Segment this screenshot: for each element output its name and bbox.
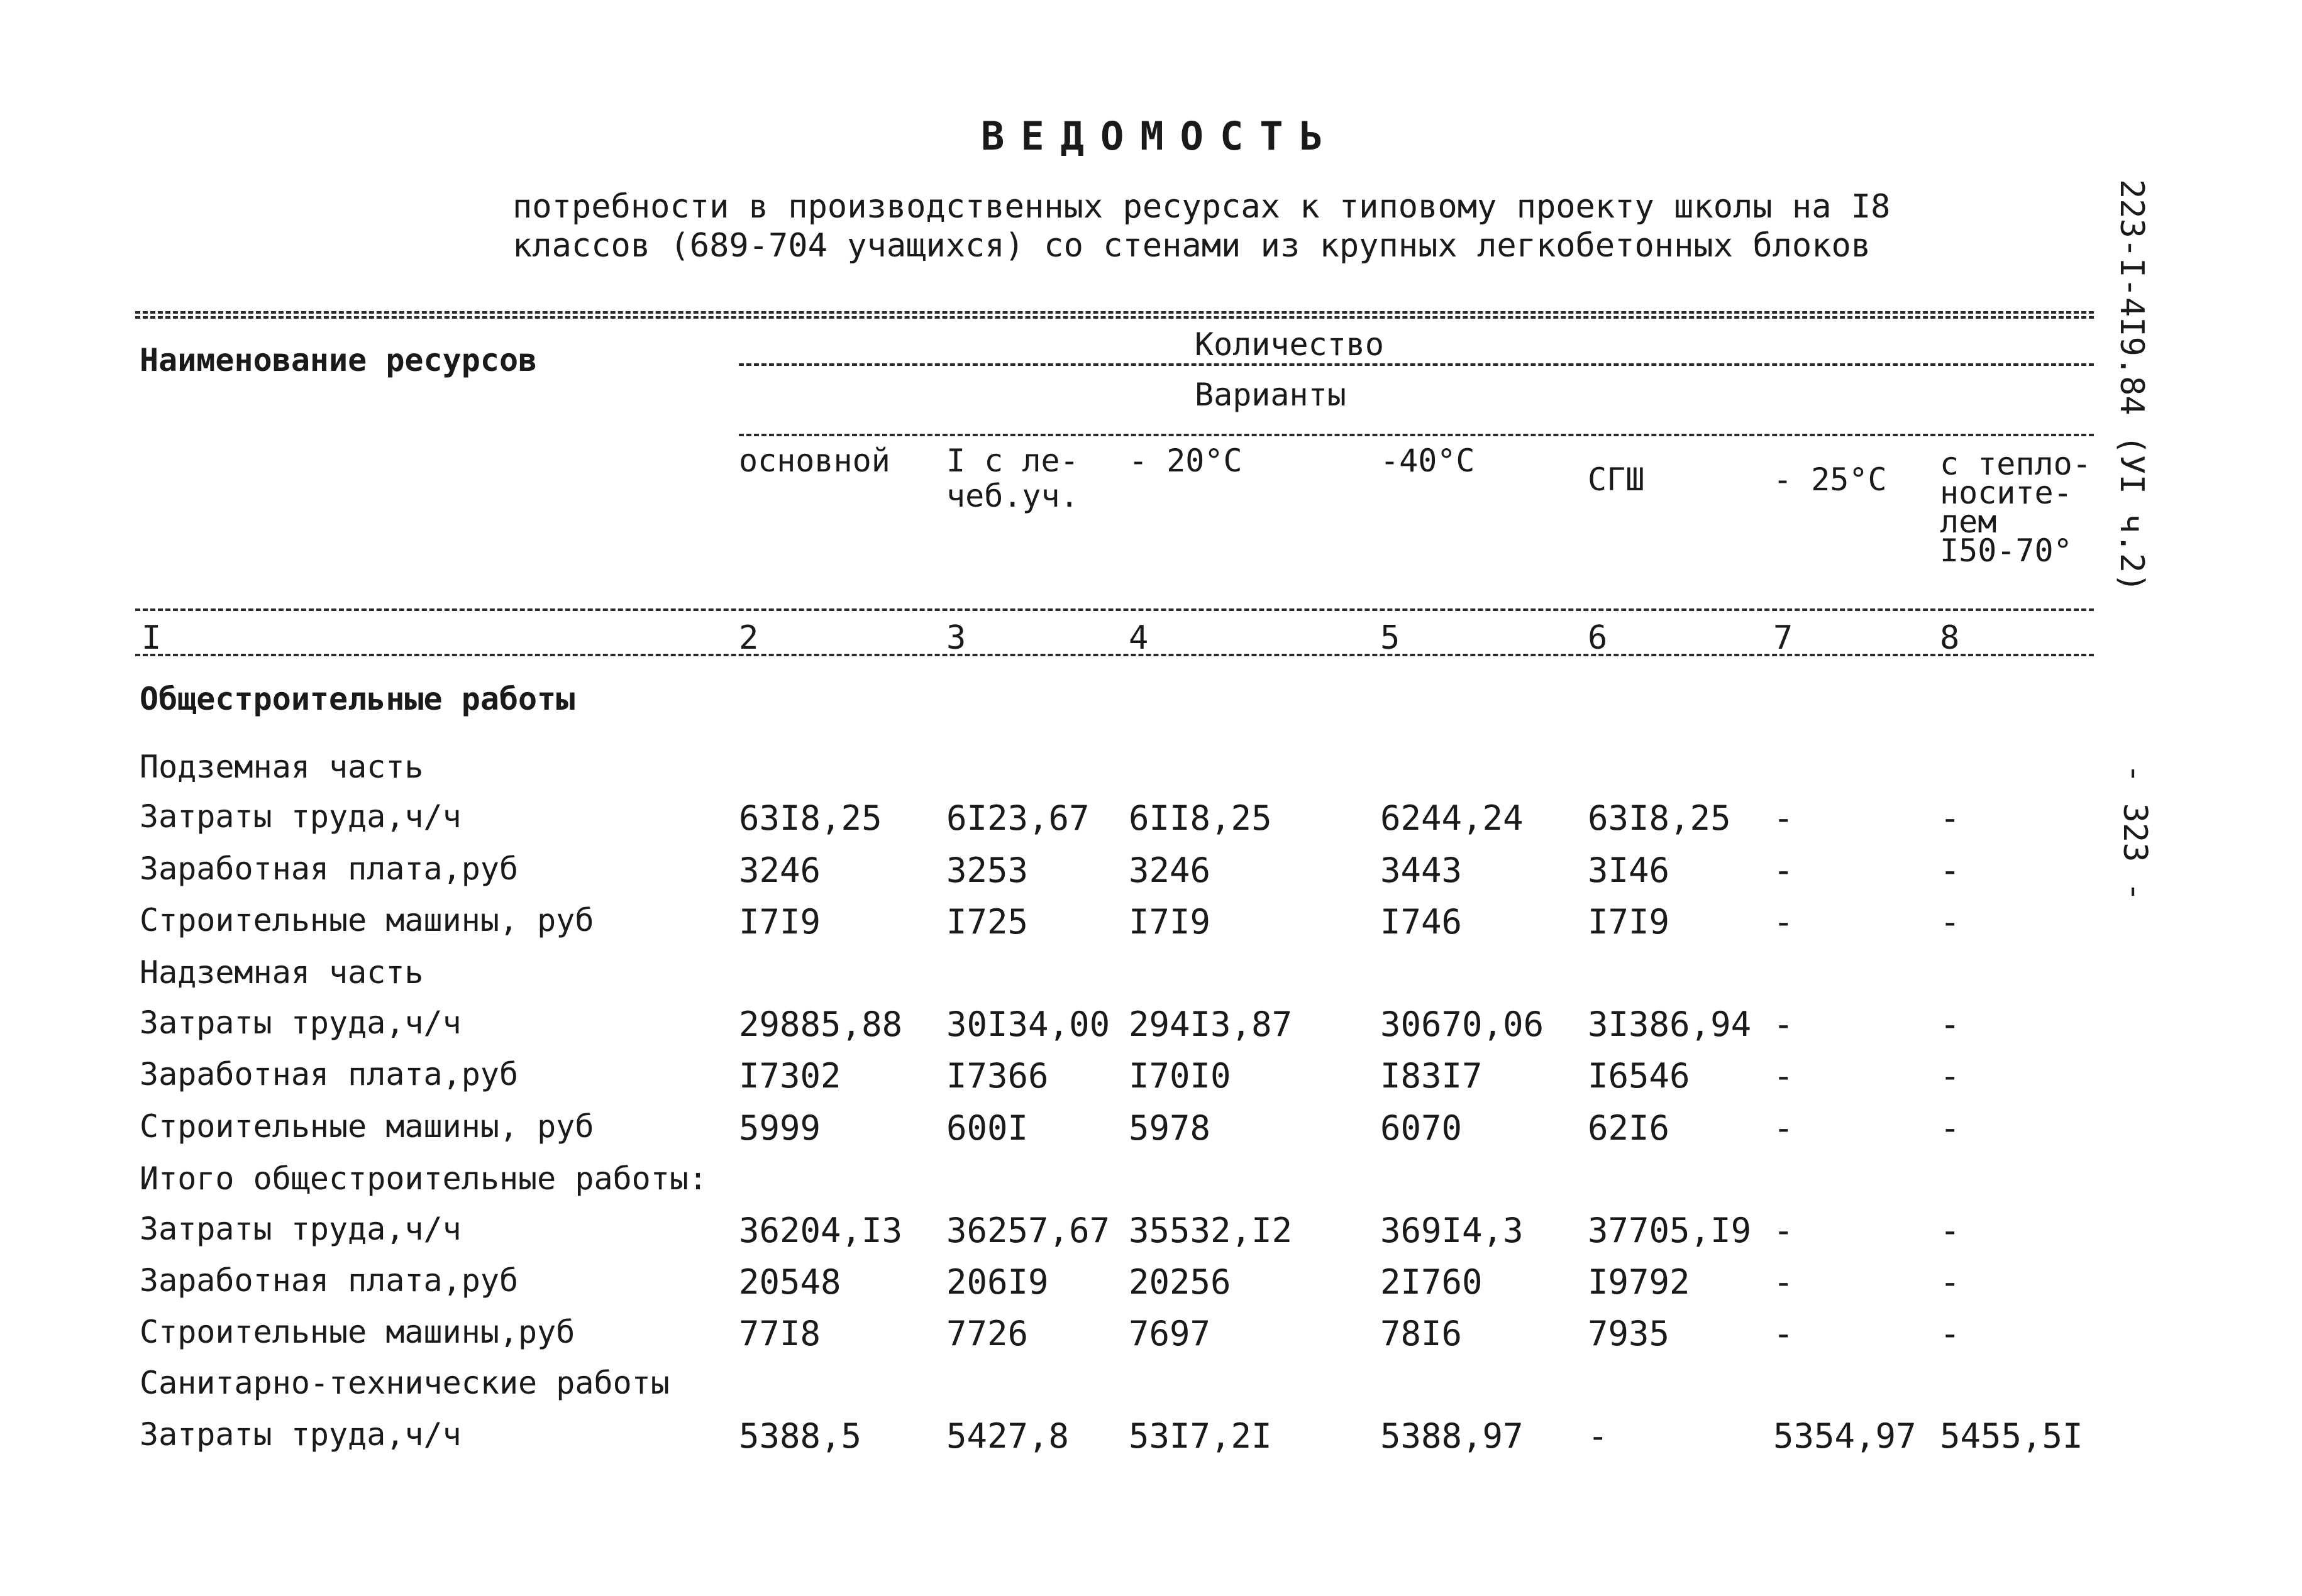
column-number-6: 6: [1588, 619, 1608, 657]
table-cell: 62I6: [1588, 1108, 1670, 1148]
table-cell: 6II8,25: [1129, 798, 1272, 838]
table-row: [0, 1360, 2302, 1411]
table-cell: -: [1940, 850, 1961, 890]
header-quantity: Количество: [1195, 326, 1385, 363]
table-row: [0, 1103, 2302, 1155]
table-cell: 36257,67: [946, 1211, 1110, 1250]
table-cell: -: [1940, 1211, 1961, 1250]
table-cell: I746: [1380, 902, 1463, 942]
row-label: Итого общестроительные работы:: [140, 1160, 708, 1197]
table-row: [0, 1309, 2302, 1360]
table-row: [0, 1051, 2302, 1103]
table-cell: 3246: [739, 850, 821, 890]
table-cell: 20256: [1129, 1262, 1231, 1302]
table-cell: 35532,I2: [1129, 1211, 1293, 1250]
header-variant-1: основной: [739, 443, 890, 479]
table-cell: 5427,8: [946, 1416, 1070, 1456]
quantity-rule: [739, 363, 2094, 366]
table-row: [0, 999, 2302, 1051]
table-cell: 77I8: [739, 1314, 821, 1353]
table-row: [0, 1411, 2302, 1463]
table-row: [0, 793, 2302, 845]
table-cell: 3443: [1380, 850, 1463, 890]
table-cell: 369I4,3: [1380, 1211, 1524, 1250]
header-variant-5: СГШ: [1588, 461, 1645, 498]
table-row: [0, 1257, 2302, 1309]
table-cell: 36204,I3: [739, 1211, 903, 1250]
table-cell: -: [1940, 1056, 1961, 1096]
table-cell: I7I9: [1588, 902, 1670, 942]
table-cell: 3I386,94: [1588, 1004, 1752, 1044]
side-document-code: 223-I-4I9.84 (УI ч.2): [2113, 179, 2150, 593]
document-title: ВЕДОМОСТЬ: [981, 113, 1339, 159]
table-cell: 2I760: [1380, 1262, 1483, 1302]
table-cell: -: [1773, 902, 1794, 942]
table-cell: 63I8,25: [1588, 798, 1731, 838]
table-row: [0, 744, 2302, 795]
column-number-3: 3: [946, 619, 966, 657]
table-cell: -: [1773, 1262, 1794, 1302]
column-number-5: 5: [1380, 619, 1400, 657]
table-cell: -: [1773, 1108, 1794, 1148]
table-cell: -: [1773, 798, 1794, 838]
column-number-2: 2: [739, 619, 759, 657]
variants-rule: [739, 434, 2094, 436]
table-cell: 30670,06: [1380, 1004, 1544, 1044]
row-label: Общестроительные работы: [140, 681, 575, 717]
row-label: Затраты труда,ч/ч: [140, 1004, 462, 1041]
table-cell: 37705,I9: [1588, 1211, 1752, 1250]
row-label: Затраты труда,ч/ч: [140, 798, 462, 835]
header-resource-name: Наименование ресурсов: [140, 342, 538, 378]
table-cell: -: [1940, 798, 1961, 838]
row-label: Строительные машины, руб: [140, 1108, 594, 1145]
document-subtitle: [512, 187, 2022, 265]
table-cell: I7I9: [739, 902, 821, 942]
table-row: [0, 897, 2302, 949]
header-variant-7: с тепло- носите- лем I50-70°: [1940, 446, 2091, 569]
row-label: Строительные машины,руб: [140, 1314, 575, 1350]
table-cell: 53I7,2I: [1129, 1416, 1272, 1456]
table-cell: I7I9: [1129, 902, 1211, 942]
table-cell: I70I0: [1129, 1056, 1231, 1096]
table-cell: 600I: [946, 1108, 1029, 1148]
table-cell: 5455,5I: [1940, 1416, 2083, 1456]
table-row: [0, 845, 2302, 897]
table-cell: -: [1940, 1004, 1961, 1044]
table-cell: I7366: [946, 1056, 1049, 1096]
table-cell: I7302: [739, 1056, 841, 1096]
table-cell: I6546: [1588, 1056, 1690, 1096]
table-cell: -: [1940, 1108, 1961, 1148]
table-row: [0, 1155, 2302, 1207]
header-variant-6: - 25°C: [1773, 461, 1887, 498]
table-cell: 7697: [1129, 1314, 1211, 1353]
table-cell: -: [1773, 850, 1794, 890]
header-top-rule: [135, 311, 2094, 314]
header-variant-4: -40°C: [1380, 443, 1475, 479]
table-cell: 5978: [1129, 1108, 1211, 1148]
column-number-4: 4: [1129, 619, 1149, 657]
table-cell: 6244,24: [1380, 798, 1524, 838]
table-cell: I9792: [1588, 1262, 1690, 1302]
table-cell: 6070: [1380, 1108, 1463, 1148]
header-variant-3: - 20°C: [1129, 443, 1242, 479]
table-cell: 63I8,25: [739, 798, 882, 838]
table-cell: 30I34,00: [946, 1004, 1110, 1044]
table-cell: 78I6: [1380, 1314, 1463, 1353]
table-cell: -: [1588, 1416, 1608, 1456]
table-cell: 5388,5: [739, 1416, 862, 1456]
header-variant-2: I с ле- чеб.уч.: [946, 443, 1079, 514]
table-cell: 3I46: [1588, 850, 1670, 890]
table-cell: 5354,97: [1773, 1416, 1917, 1456]
table-cell: -: [1773, 1056, 1794, 1096]
table-cell: 5999: [739, 1108, 821, 1148]
row-label: Надземная часть: [140, 954, 424, 991]
subtitle-line-2: классов (689-704 учащихся) со стенами из крупных легкобетонных блоков: [512, 227, 1871, 265]
table-cell: 3253: [946, 850, 1029, 890]
table-cell: 294I3,87: [1129, 1004, 1293, 1044]
column-numbers-rule: [135, 654, 2094, 656]
table-cell: -: [1940, 1314, 1961, 1353]
side-page-number: - 323 -: [2116, 764, 2154, 902]
table-cell: 206I9: [946, 1262, 1049, 1302]
table-row: [0, 949, 2302, 1001]
table-cell: -: [1773, 1004, 1794, 1044]
table-cell: 7935: [1588, 1314, 1670, 1353]
table-cell: 7726: [946, 1314, 1029, 1353]
subtitle-line-1: потребности в производственных ресурсах к типовому проекту школы на I8: [512, 188, 1891, 226]
header-variants: Варианты: [1195, 377, 1346, 413]
table-cell: 3246: [1129, 850, 1211, 890]
table-row: [0, 676, 2302, 727]
table-cell: 5388,97: [1380, 1416, 1524, 1456]
table-cell: -: [1940, 902, 1961, 942]
row-label: Заработная плата,руб: [140, 850, 519, 887]
row-label: Заработная плата,руб: [140, 1056, 519, 1092]
header-bottom-rule: [135, 608, 2094, 611]
table-cell: 20548: [739, 1262, 841, 1302]
row-label: Затраты труда,ч/ч: [140, 1416, 462, 1453]
table-cell: -: [1773, 1314, 1794, 1353]
table-cell: 29885,88: [739, 1004, 903, 1044]
column-number-7: 7: [1773, 619, 1793, 657]
column-number-8: 8: [1940, 619, 1960, 657]
table-row: [0, 1206, 2302, 1257]
table-cell: I83I7: [1380, 1056, 1483, 1096]
table-cell: -: [1773, 1211, 1794, 1250]
table-cell: -: [1940, 1262, 1961, 1302]
row-label: Санитарно-технические работы: [140, 1365, 670, 1401]
column-number-1: I: [141, 619, 162, 657]
row-label: Затраты труда,ч/ч: [140, 1211, 462, 1247]
row-label: Строительные машины, руб: [140, 902, 594, 938]
header-top-rule-double: [135, 316, 2094, 319]
row-label: Подземная часть: [140, 749, 424, 785]
row-label: Заработная плата,руб: [140, 1262, 519, 1299]
table-cell: 6I23,67: [946, 798, 1090, 838]
table-cell: I725: [946, 902, 1029, 942]
